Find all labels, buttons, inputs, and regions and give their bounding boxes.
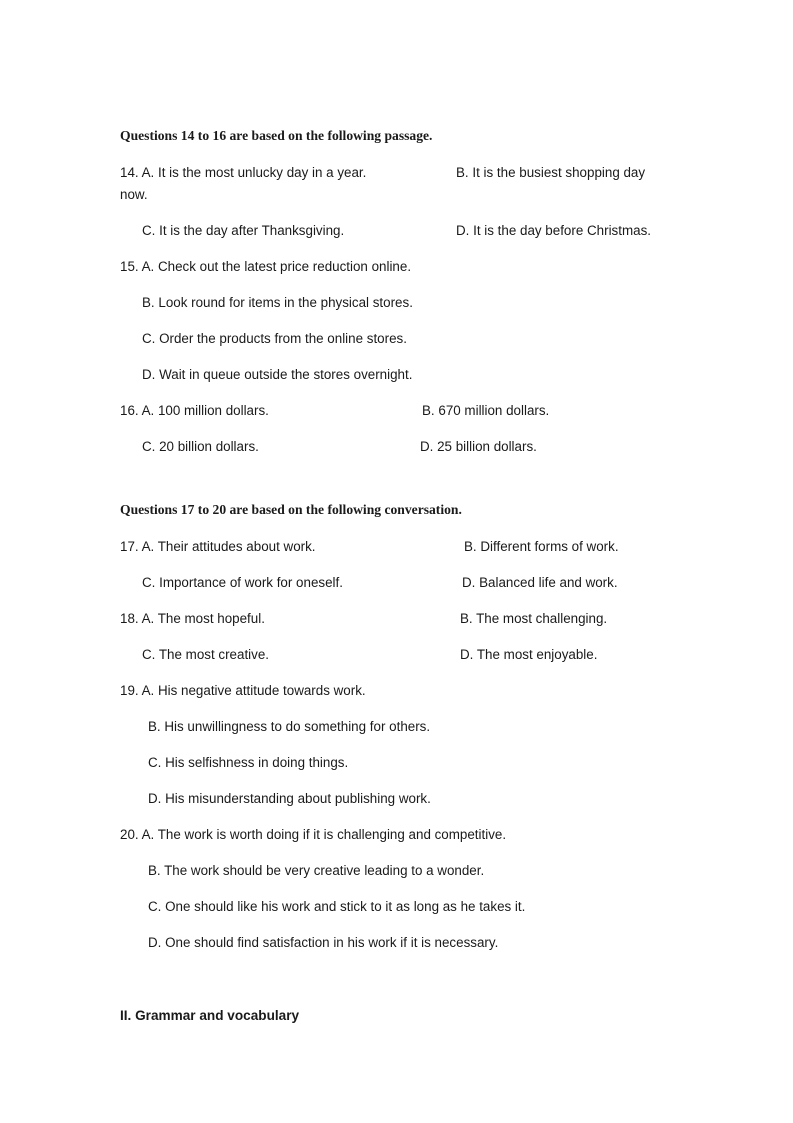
q19-option-d: D. His misunderstanding about publishing work. bbox=[148, 791, 431, 806]
q14-option-a: 14. A. It is the most unlucky day in a year. bbox=[120, 165, 367, 180]
q14-option-b: B. It is the busiest shopping day bbox=[456, 165, 646, 180]
q14-option-c: C. It is the day after Thanksgiving. bbox=[142, 223, 345, 238]
q17-option-a: 17. A. Their attitudes about work. bbox=[120, 539, 316, 554]
q19-option-a: 19. A. His negative attitude towards work. bbox=[120, 683, 366, 698]
q18-option-c: C. The most creative. bbox=[142, 647, 270, 662]
q17-option-c: C. Importance of work for oneself. bbox=[142, 575, 343, 590]
q14-option-d: D. It is the day before Christmas. bbox=[456, 223, 651, 238]
q19-option-b: B. His unwillingness to do something for others. bbox=[148, 719, 431, 734]
q19-option-c: C. His selfishness in doing things. bbox=[148, 755, 349, 770]
q15-option-c: C. Order the products from the online stores. bbox=[142, 331, 407, 346]
q17-option-d: D. Balanced life and work. bbox=[462, 575, 618, 590]
q18-option-d: D. The most enjoyable. bbox=[460, 647, 598, 662]
q15-option-d: D. Wait in queue outside the stores overnight. bbox=[142, 367, 413, 382]
q18-option-b: B. The most challenging. bbox=[460, 611, 608, 626]
q20-option-a: 20. A. The work is worth doing if it is challenging and competitive. bbox=[120, 827, 507, 842]
section-title-grammar-vocabulary: II. Grammar and vocabulary bbox=[120, 1008, 300, 1023]
q16-option-a: 16. A. 100 million dollars. bbox=[120, 403, 269, 418]
q20-option-b: B. The work should be very creative leading to a wonder. bbox=[148, 863, 485, 878]
q16-option-c: C. 20 billion dollars. bbox=[142, 439, 259, 454]
heading-questions-14-16: Questions 14 to 16 are based on the following passage. bbox=[120, 128, 433, 143]
q15-option-a: 15. A. Check out the latest price reduction online. bbox=[120, 259, 412, 274]
q17-option-b: B. Different forms of work. bbox=[464, 539, 619, 554]
q16-option-b: B. 670 million dollars. bbox=[422, 403, 550, 418]
q15-option-b: B. Look round for items in the physical stores. bbox=[142, 295, 413, 310]
q20-option-d: D. One should find satisfaction in his work if it is necessary. bbox=[148, 935, 499, 950]
q20-option-c: C. One should like his work and stick to it as long as he takes it. bbox=[148, 899, 526, 914]
heading-questions-17-20: Questions 17 to 20 are based on the following conversation. bbox=[120, 502, 462, 517]
q14-option-b-continued: now. bbox=[120, 187, 148, 202]
q18-option-a: 18. A. The most hopeful. bbox=[120, 611, 265, 626]
q16-option-d: D. 25 billion dollars. bbox=[420, 439, 537, 454]
